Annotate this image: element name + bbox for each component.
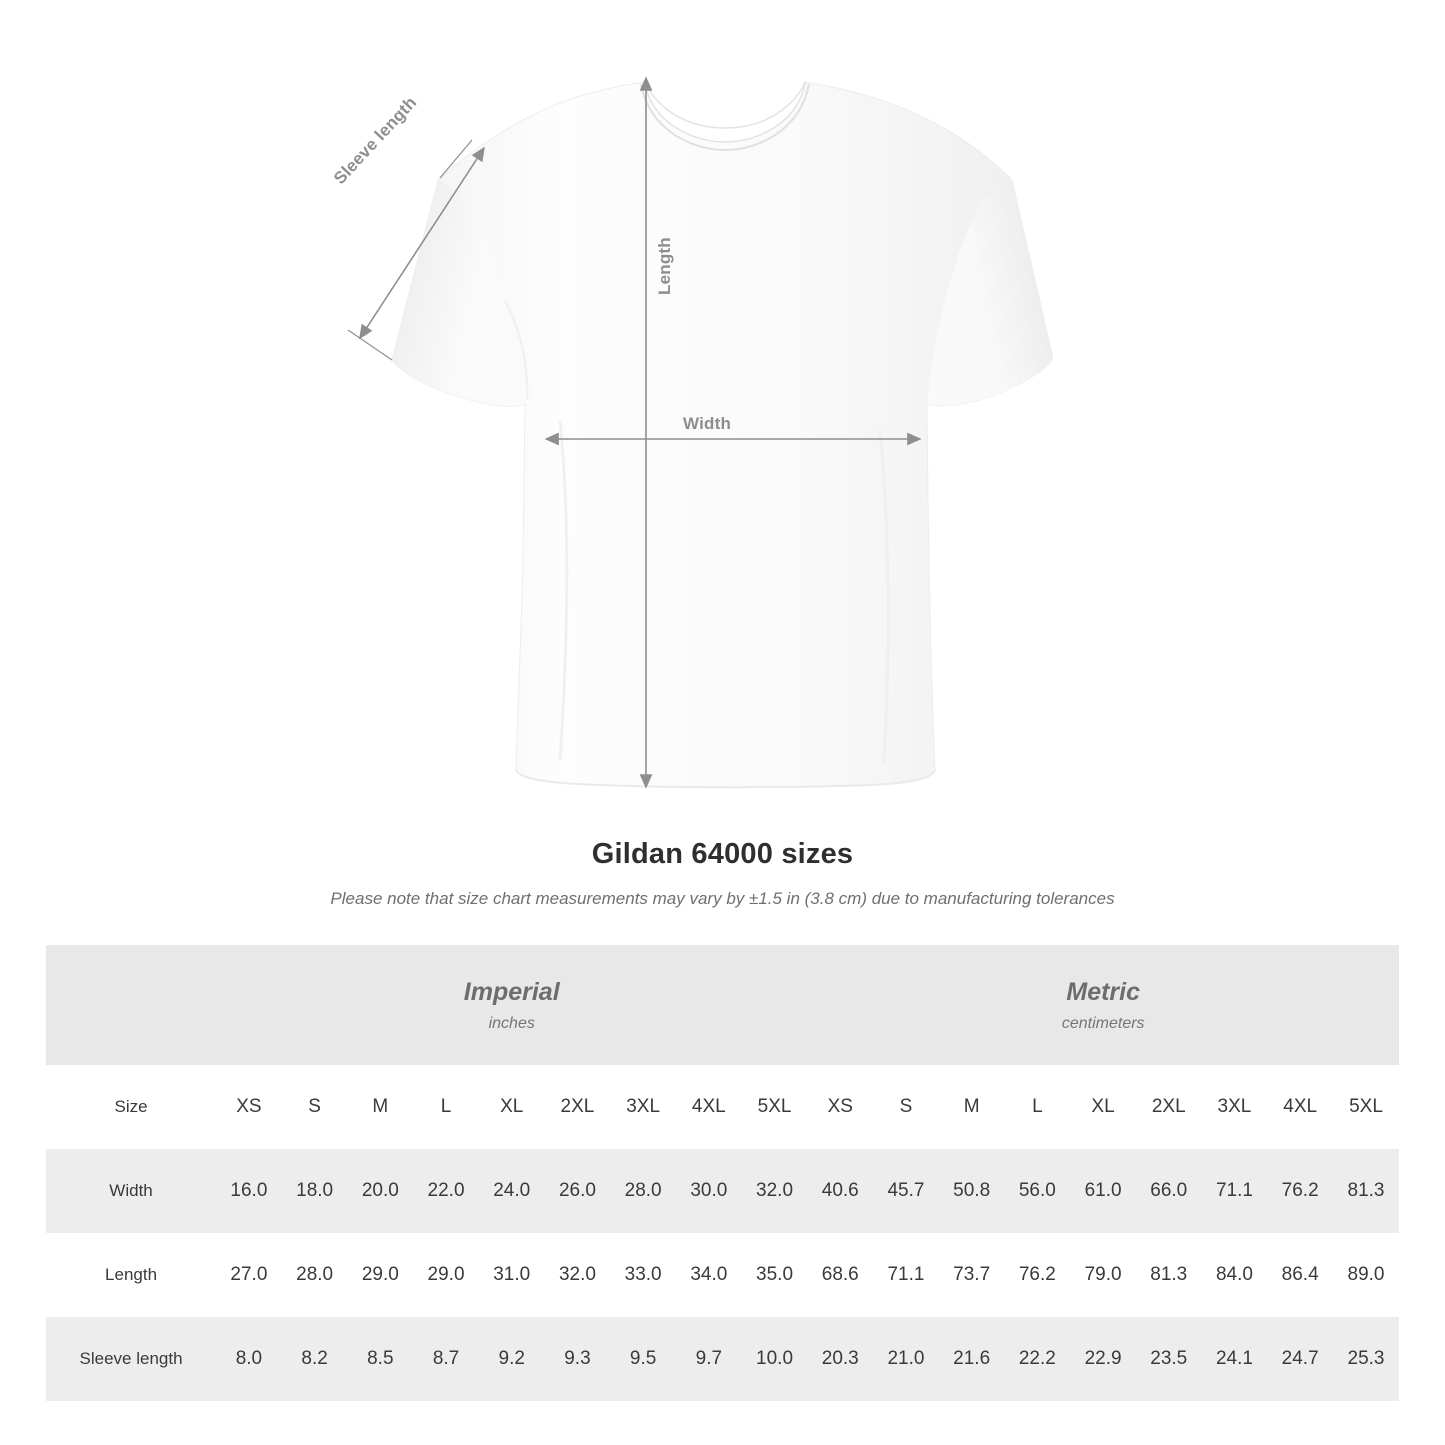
cell-sleeve-imperial: 8.0: [216, 1317, 282, 1401]
cell-width-imperial: 18.0: [282, 1149, 348, 1233]
cell-length-imperial: 35.0: [742, 1233, 808, 1317]
cell-width-metric: 50.8: [939, 1149, 1005, 1233]
cell-length-imperial: 27.0: [216, 1233, 282, 1317]
cell-sleeve-metric: 24.1: [1202, 1317, 1268, 1401]
size-col-header: 2XL: [1136, 1065, 1202, 1149]
cell-width-metric: 71.1: [1202, 1149, 1268, 1233]
cell-sleeve-metric: 24.7: [1267, 1317, 1333, 1401]
cell-sleeve-imperial: 8.7: [413, 1317, 479, 1401]
table-row: [46, 1149, 1399, 1233]
cell-width-metric: 66.0: [1136, 1149, 1202, 1233]
cell-width-imperial: 24.0: [479, 1149, 545, 1233]
cell-width-imperial: 26.0: [545, 1149, 611, 1233]
cell-length-imperial: 28.0: [282, 1233, 348, 1317]
size-col-header: 5XL: [1333, 1065, 1399, 1149]
cell-length-metric: 89.0: [1333, 1233, 1399, 1317]
cell-length-imperial: 29.0: [347, 1233, 413, 1317]
cell-width-imperial: 16.0: [216, 1149, 282, 1233]
size-col-header: 3XL: [1202, 1065, 1268, 1149]
cell-sleeve-metric: 21.0: [873, 1317, 939, 1401]
cell-width-metric: 76.2: [1267, 1149, 1333, 1233]
size-col-header: XL: [479, 1065, 545, 1149]
size-col-header: XS: [216, 1065, 282, 1149]
cell-length-imperial: 29.0: [413, 1233, 479, 1317]
cell-length-metric: 84.0: [1202, 1233, 1268, 1317]
cell-length-metric: 73.7: [939, 1233, 1005, 1317]
size-col-header: 4XL: [676, 1065, 742, 1149]
cell-width-imperial: 28.0: [610, 1149, 676, 1233]
cell-length-metric: 76.2: [1005, 1233, 1071, 1317]
size-col-header: M: [347, 1065, 413, 1149]
cell-sleeve-imperial: 9.7: [676, 1317, 742, 1401]
cell-length-imperial: 33.0: [610, 1233, 676, 1317]
unit-header-metric: [807, 945, 1399, 1065]
cell-width-imperial: 32.0: [742, 1149, 808, 1233]
size-row-label: Size: [46, 1065, 216, 1149]
size-chart-table: [46, 945, 1399, 1401]
metric-name: Metric: [1066, 977, 1141, 1006]
chart-header: [0, 838, 1445, 909]
table-row: [46, 1233, 1399, 1317]
imperial-name: Imperial: [463, 977, 560, 1006]
size-col-header: S: [873, 1065, 939, 1149]
cell-length-imperial: 31.0: [479, 1233, 545, 1317]
row-label-length: Length: [46, 1233, 216, 1317]
size-chart-table-wrapper: [46, 945, 1399, 1401]
size-col-header: 4XL: [1267, 1065, 1333, 1149]
size-col-header: S: [282, 1065, 348, 1149]
row-label-width: Width: [46, 1149, 216, 1233]
sleeve-length-label: Sleeve length: [330, 92, 421, 188]
cell-width-metric: 40.6: [807, 1149, 873, 1233]
cell-width-metric: 81.3: [1333, 1149, 1399, 1233]
cell-sleeve-imperial: 9.3: [545, 1317, 611, 1401]
cell-width-metric: 61.0: [1070, 1149, 1136, 1233]
size-header-row: [46, 1065, 1399, 1149]
cell-length-imperial: 34.0: [676, 1233, 742, 1317]
cell-length-metric: 86.4: [1267, 1233, 1333, 1317]
cell-sleeve-imperial: 10.0: [742, 1317, 808, 1401]
cell-sleeve-metric: 22.9: [1070, 1317, 1136, 1401]
cell-width-metric: 56.0: [1005, 1149, 1071, 1233]
page-title: Gildan 64000 sizes: [591, 838, 854, 870]
cell-width-imperial: 30.0: [676, 1149, 742, 1233]
table-row: [46, 1317, 1399, 1401]
size-col-header: L: [413, 1065, 479, 1149]
cell-sleeve-metric: 21.6: [939, 1317, 1005, 1401]
size-col-header: L: [1005, 1065, 1071, 1149]
size-col-header: 2XL: [545, 1065, 611, 1149]
cell-length-metric: 68.6: [807, 1233, 873, 1317]
length-label: Length: [655, 237, 674, 295]
cell-width-imperial: 20.0: [347, 1149, 413, 1233]
tolerance-note: Please note that size chart measurements may vary by ±1.5 in (3.8 cm) due to manufacturing tolerances: [330, 889, 1115, 908]
cell-sleeve-imperial: 8.2: [282, 1317, 348, 1401]
cell-sleeve-imperial: 8.5: [347, 1317, 413, 1401]
cell-sleeve-metric: 25.3: [1333, 1317, 1399, 1401]
size-col-header: 3XL: [610, 1065, 676, 1149]
cell-sleeve-imperial: 9.2: [479, 1317, 545, 1401]
unit-header-row: [46, 945, 1399, 1065]
width-label: Width: [683, 414, 732, 433]
size-col-header: XS: [807, 1065, 873, 1149]
cell-sleeve-metric: 22.2: [1005, 1317, 1071, 1401]
unit-header-imperial: [216, 945, 807, 1065]
cell-length-imperial: 32.0: [545, 1233, 611, 1317]
row-label-sleeve-length: Sleeve length: [46, 1317, 216, 1401]
unit-header-blank: [46, 945, 216, 1065]
cell-length-metric: 71.1: [873, 1233, 939, 1317]
cell-width-metric: 45.7: [873, 1149, 939, 1233]
cell-sleeve-metric: 20.3: [807, 1317, 873, 1401]
cell-sleeve-metric: 23.5: [1136, 1317, 1202, 1401]
cell-sleeve-imperial: 9.5: [610, 1317, 676, 1401]
shirt-body-shape: [392, 82, 1053, 787]
size-col-header: XL: [1070, 1065, 1136, 1149]
metric-sub: centimeters: [1061, 1014, 1145, 1032]
cell-length-metric: 81.3: [1136, 1233, 1202, 1317]
size-col-header: M: [939, 1065, 1005, 1149]
imperial-sub: inches: [488, 1014, 535, 1032]
cell-width-imperial: 22.0: [413, 1149, 479, 1233]
size-col-header: 5XL: [742, 1065, 808, 1149]
cell-length-metric: 79.0: [1070, 1233, 1136, 1317]
